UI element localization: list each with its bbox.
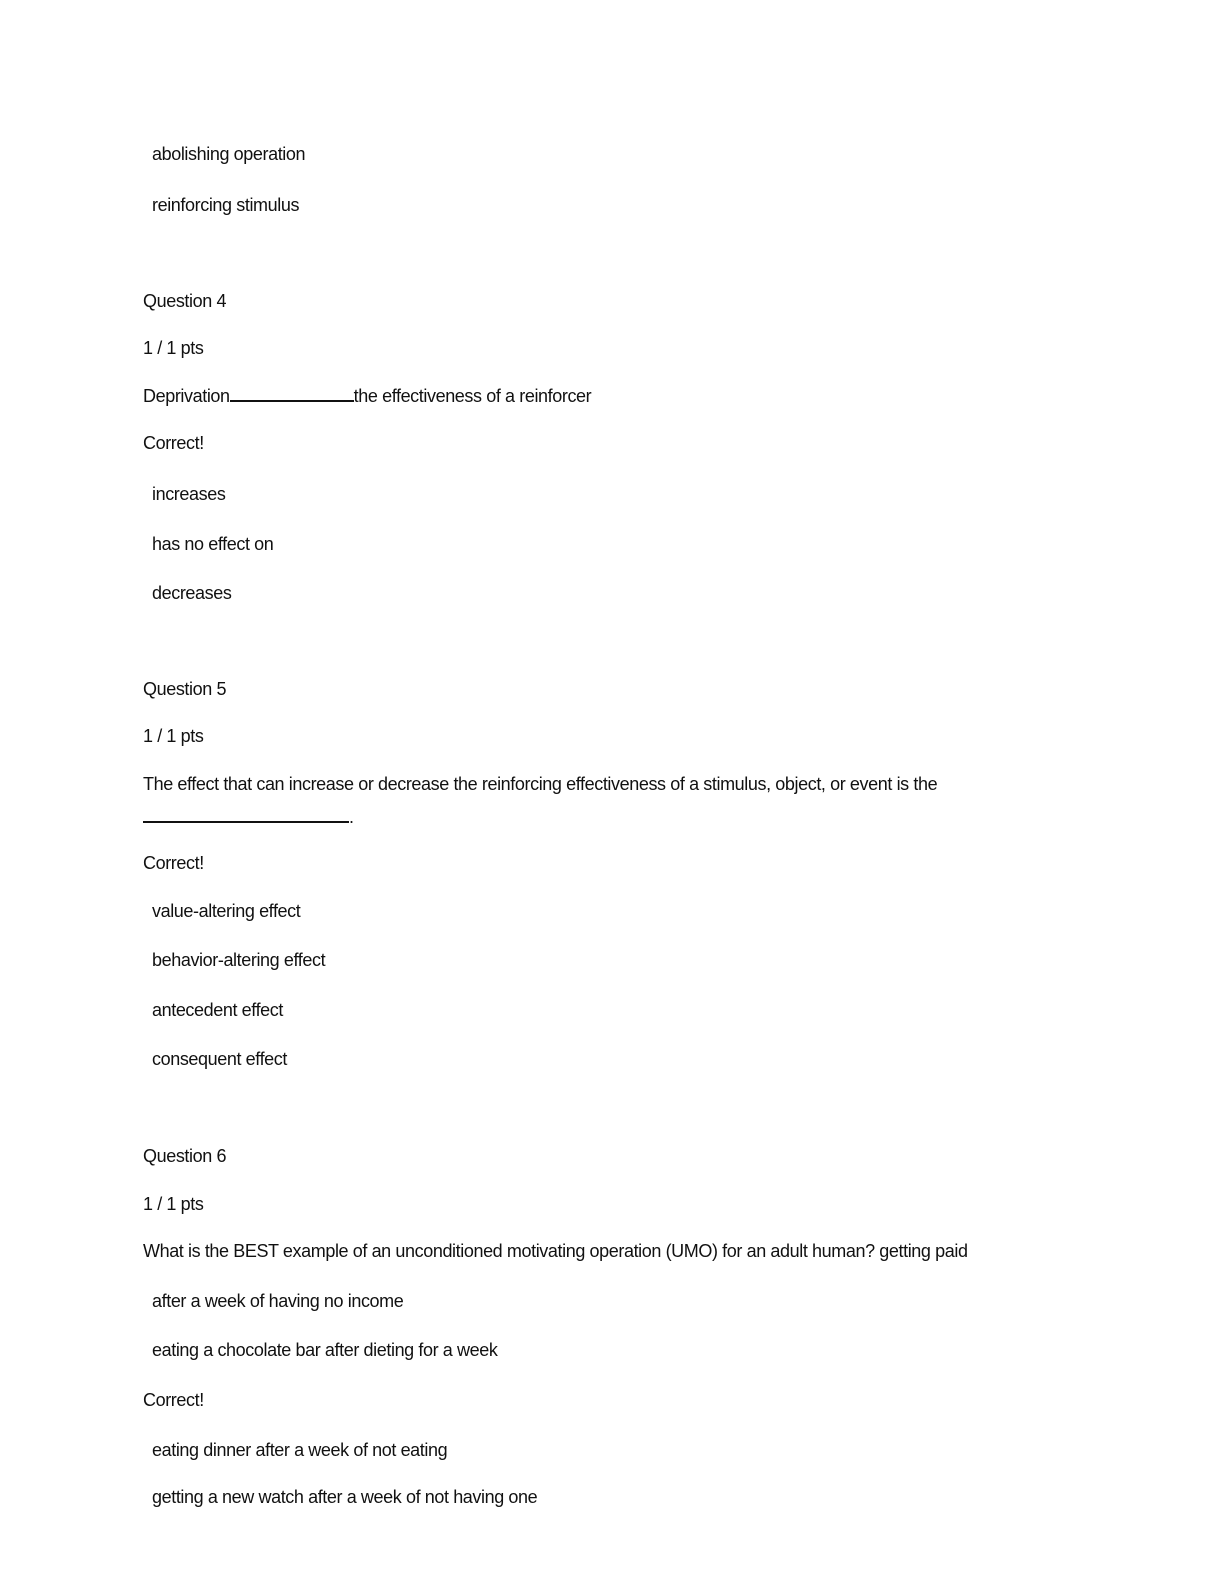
question-title: Question 6 — [143, 1146, 227, 1166]
correct-label: Correct! — [143, 853, 204, 873]
answer-option[interactable]: value-altering effect — [152, 901, 301, 921]
answer-option[interactable]: abolishing operation — [152, 144, 306, 164]
question-points: 1 / 1 pts — [143, 1194, 204, 1214]
fill-in-blank — [143, 807, 349, 823]
answer-option[interactable]: after a week of having no income — [152, 1291, 404, 1311]
answer-option[interactable]: getting a new watch after a week of not having one — [152, 1487, 538, 1507]
answer-option[interactable]: has no effect on — [152, 534, 274, 554]
question-points: 1 / 1 pts — [143, 726, 204, 746]
prompt-text: the effectiveness of a reinforcer — [353, 386, 592, 406]
question-title: Question 5 — [143, 679, 227, 699]
correct-label: Correct! — [143, 1390, 204, 1410]
prompt-text: . — [349, 807, 354, 827]
prompt-text: Deprivation — [143, 386, 230, 406]
question-prompt: What is the BEST example of an unconditioned motivating operation (UMO) for an adult human? getting paid — [143, 1241, 968, 1261]
answer-option[interactable]: eating a chocolate bar after dieting for a week — [152, 1340, 498, 1360]
answer-option[interactable]: eating dinner after a week of not eating — [152, 1440, 448, 1460]
question-prompt — [143, 385, 591, 407]
answer-option[interactable]: increases — [152, 484, 226, 504]
question-prompt: The effect that can increase or decrease the reinforcing effectiveness of a stimulus, object, or event is the — [143, 774, 938, 794]
question-prompt-blank — [143, 806, 354, 828]
answer-option[interactable]: antecedent effect — [152, 1000, 283, 1020]
question-points: 1 / 1 pts — [143, 338, 204, 358]
answer-option[interactable]: consequent effect — [152, 1049, 287, 1069]
answer-option[interactable]: reinforcing stimulus — [152, 195, 300, 215]
answer-option[interactable]: behavior-altering effect — [152, 950, 326, 970]
question-title: Question 4 — [143, 291, 227, 311]
answer-option[interactable]: decreases — [152, 583, 232, 603]
fill-in-blank — [230, 386, 354, 402]
correct-label: Correct! — [143, 433, 204, 453]
